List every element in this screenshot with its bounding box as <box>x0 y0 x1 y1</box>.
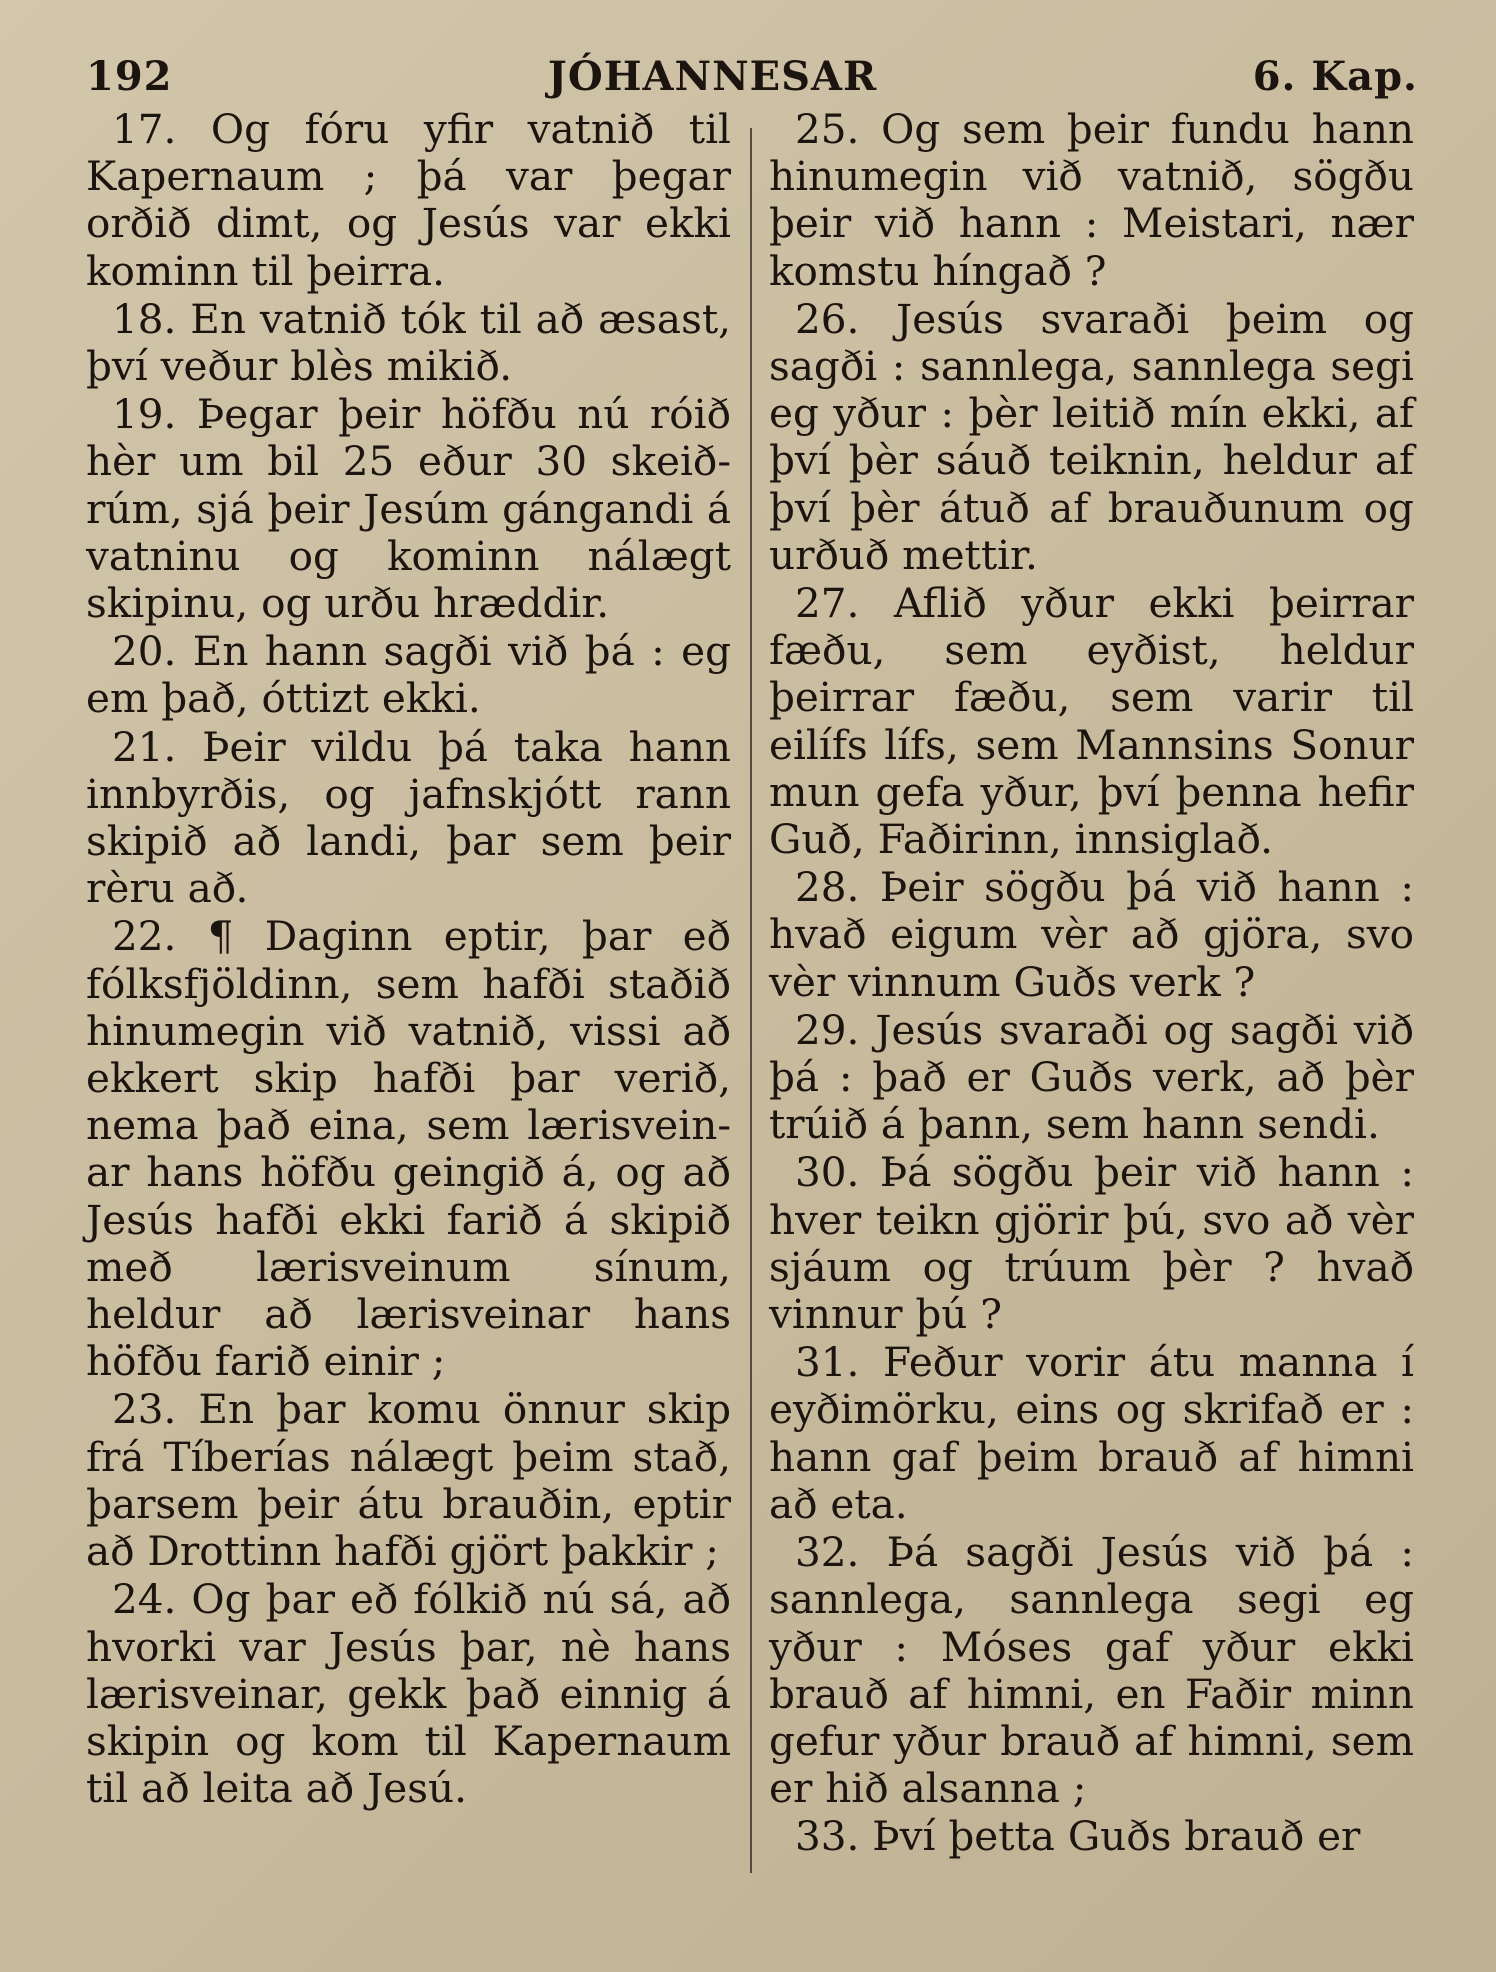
verse-32: 32. Þá sagði Jesús við þá : sannlega, sannlega segi eg yður : Móses gaf yður ekki brauð af himni, en Faðir minn gefur yður brauð af himni, sem er hið alsanna ; <box>769 1528 1414 1813</box>
verse-30: 30. Þá sögðu þeir við hann : hver teikn gjörir þú, svo að vèr sjáum og trúum þèr ? hvað vinnur þú ? <box>769 1148 1414 1339</box>
verse-22: 22. ¶ Daginn eptir, þar eð fólksfjöldinn, sem hafði staðið hinumegin við vatnið, vissi að ekkert skip hafði þar verið, nema það eina, sem lærisveinar hans höfðu geingið á, og að Jesús hafði ekki farið á skipið með lærisveinum sínum, heldur að lærisveinar hans höfðu farið einir ; <box>86 912 731 1386</box>
verse-26: 26. Jesús svaraði þeim og sagði : sannlega, sannlega segi eg yður : þèr leitið mín ekki, af því þèr sáuð teiknin, heldur af því þèr átuð af brauðunum og urðuð mettir. <box>769 294 1414 579</box>
chapter-label: 6. Kap. <box>1252 52 1418 100</box>
verse-25: 25. Og sem þeir fundu hann hinumegin við vatnið, sögðu þeir við hann : Meistari, nær komstu híngað ? <box>769 105 1414 295</box>
verse-33: 33. Því þetta Guðs brauð er <box>795 1812 1361 1861</box>
verse-23: 23. En þar komu önnur skip frá Tíberías nálægt þeim stað, þarsem þeir átu brauðin, eptir að Drottinn hafði gjört þakkir ; <box>86 1385 731 1576</box>
verse-20: 20. En hann sagði við þá : eg em það, óttizt ekki. <box>86 627 731 723</box>
book-title: JÓHANNESAR <box>547 52 878 100</box>
verse-31: 31. Feður vorir átu manna í eyðimörku, eins og skrifað er : hann gaf þeim brauð af himni að eta. <box>769 1338 1414 1528</box>
verse-28: 28. Þeir sögðu þá við hann : hvað eigum vèr að gjöra, svo vèr vinnum Guðs verk ? <box>769 863 1414 1006</box>
verse-19: 19. Þegar þeir höfðu nú róið hèr um bil 25 eður 30 skeiðrúm, sjá þeir Jesúm gángandi á vatninu og kominn nálægt skipinu, og urðu hræddir. <box>86 390 731 628</box>
verse-24: 24. Og þar eð fólkið nú sá, að hvorki var Jesús þar, nè hans lærisveinar, gekk það einnig á skipin og kom til Kapernaum til að leita að Jesú. <box>86 1575 731 1813</box>
right-column <box>769 106 1414 1862</box>
page-number: 192 <box>86 52 173 100</box>
left-column <box>86 106 731 1813</box>
verse-17: 17. Og fóru yfir vatnið til Kapernaum ; þá var þegar orðið dimt, og Jesús var ekki kominn til þeirra. <box>86 105 731 295</box>
verse-18: 18. En vatnið tók til að æsast, því veður blès mikið. <box>86 294 731 391</box>
verse-29: 29. Jesús svaraði og sagði við þá : það er Guðs verk, að þèr trúið á þann, sem hann sendi. <box>769 1005 1414 1149</box>
running-header <box>86 48 1418 104</box>
verse-27: 27. Aflið yður ekki þeirrar fæðu, sem eyðist, heldur þeirrar fæðu, sem varir til eilífs lífs, sem Mannsins Sonur mun gefa yður, því þenna hefir Guð, Faðirinn, innsiglað. <box>769 579 1414 864</box>
column-divider <box>750 128 752 1873</box>
verse-21: 21. Þeir vildu þá taka hann innbyrðis, og jafnskjótt rann skipið að landi, þar sem þeir rèru að. <box>86 722 731 913</box>
